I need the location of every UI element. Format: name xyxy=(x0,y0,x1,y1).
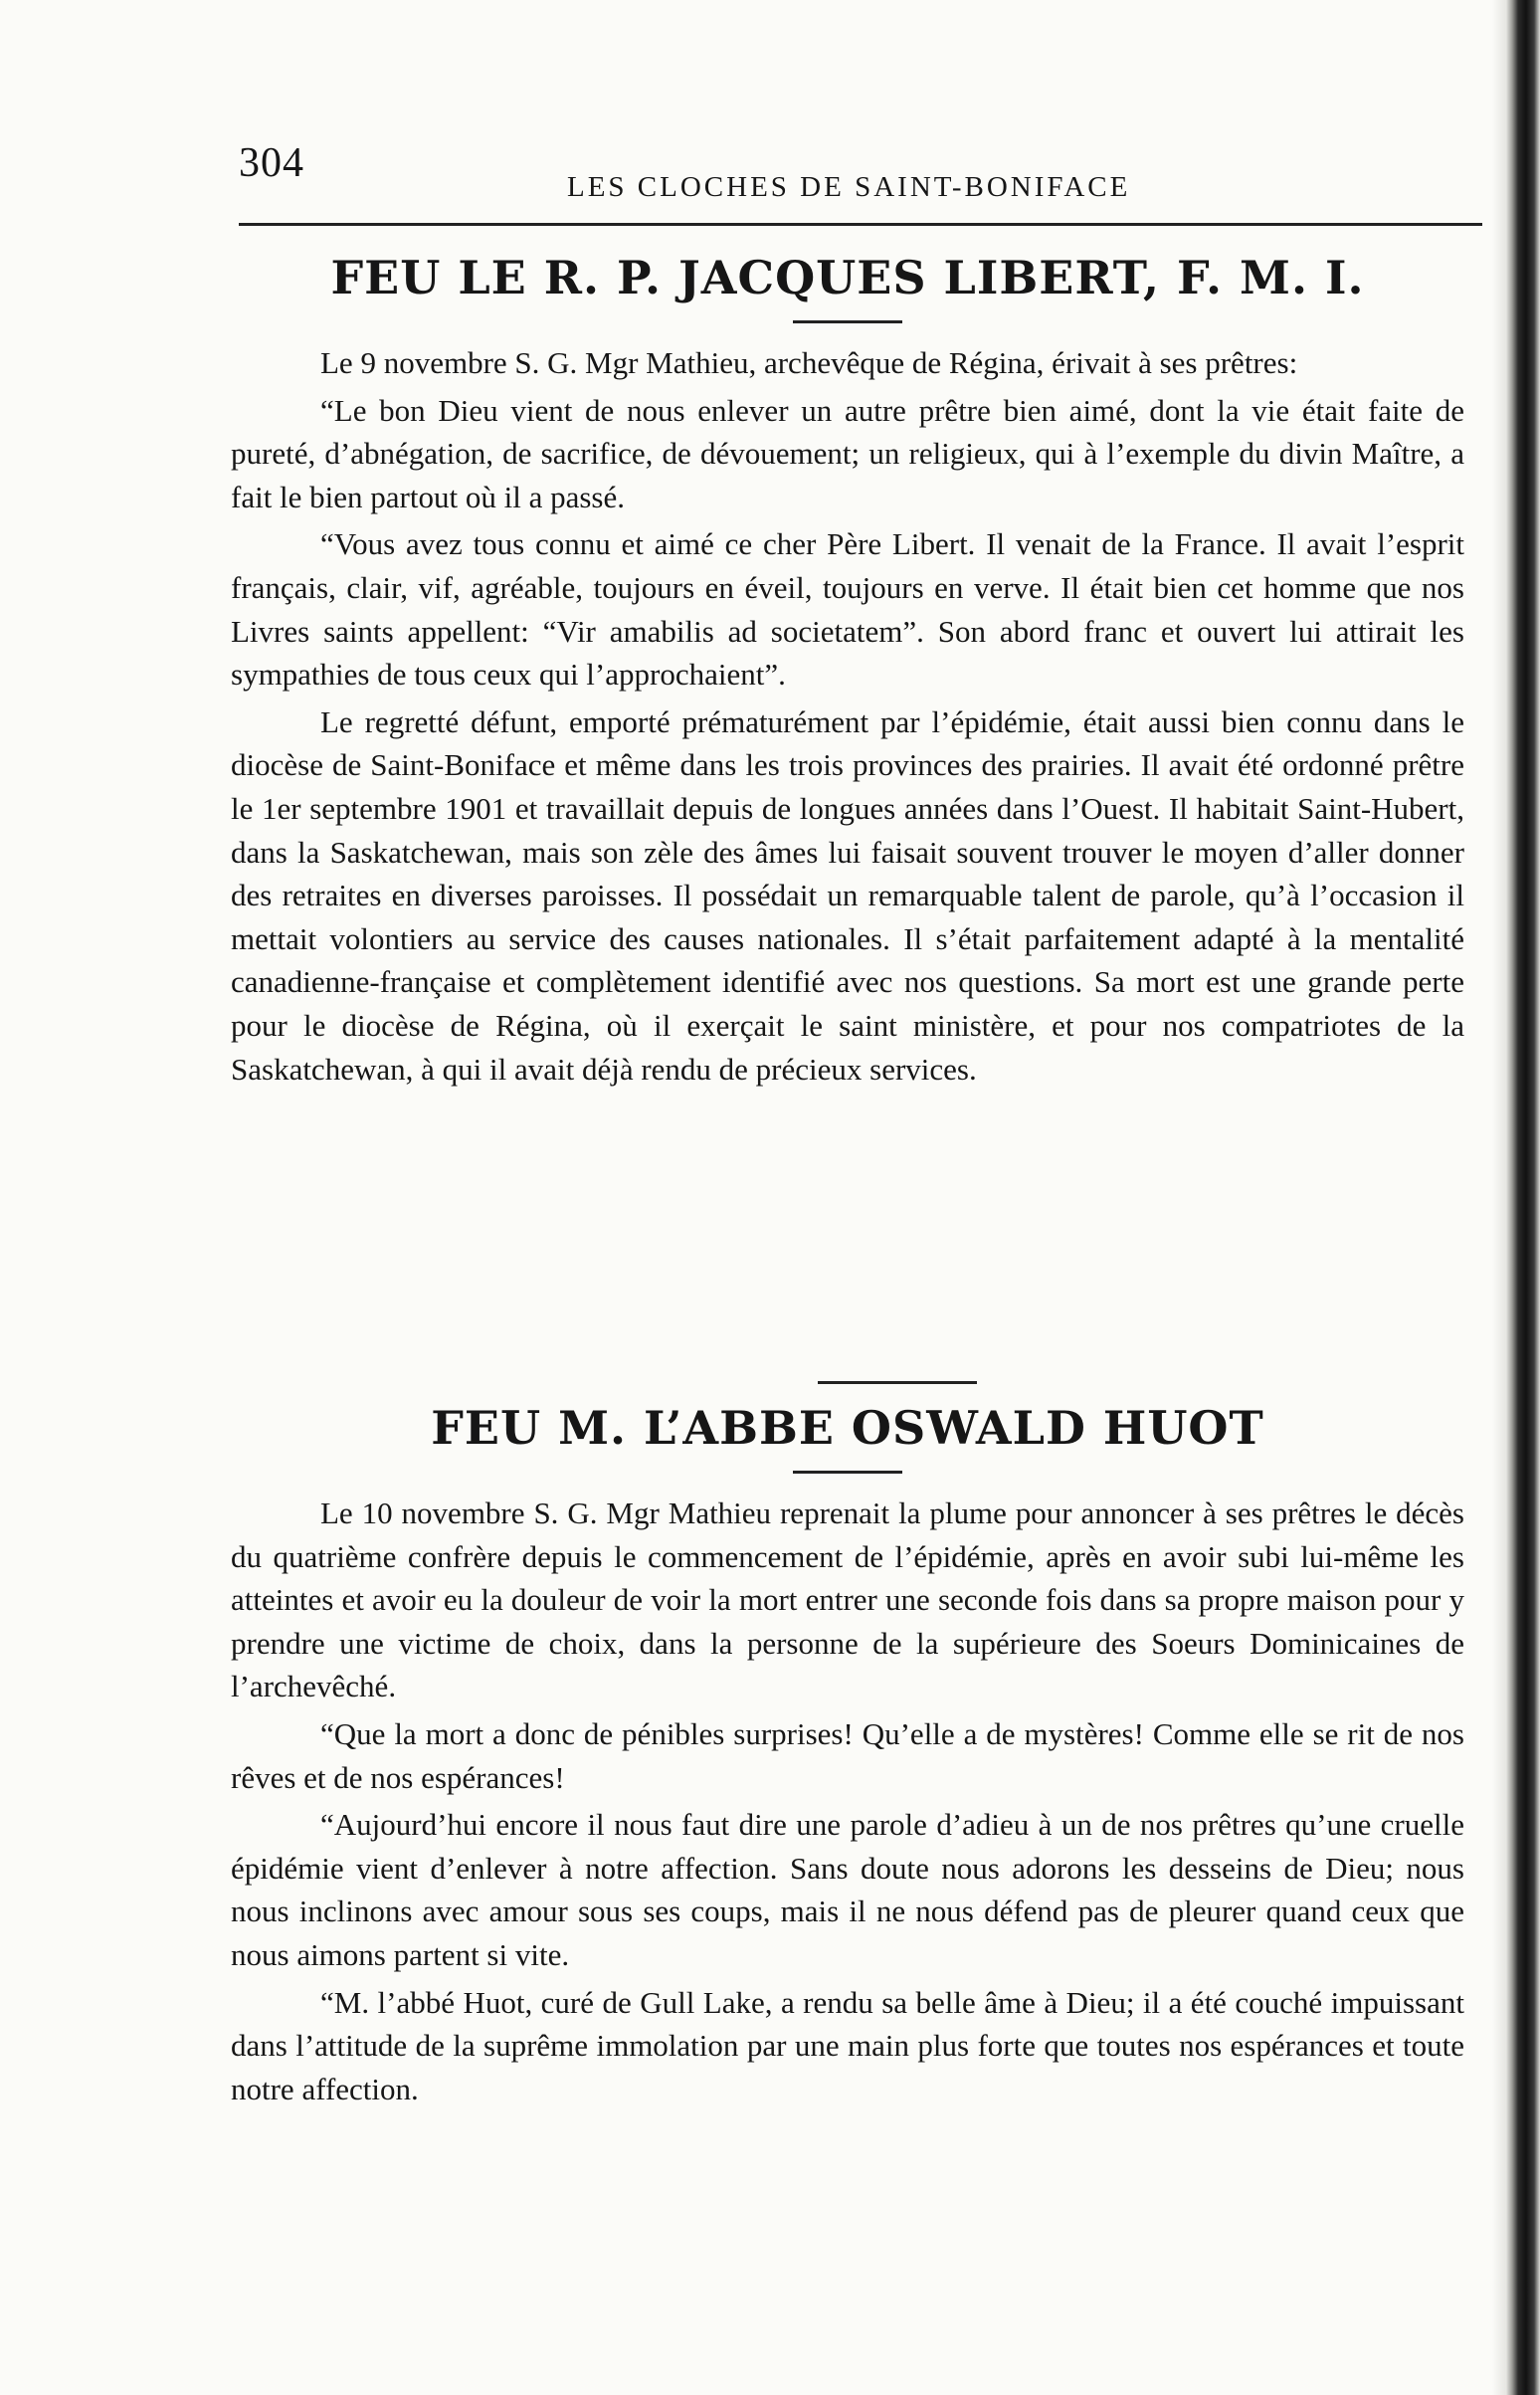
article-huot xyxy=(231,1401,1464,2110)
article-libert xyxy=(231,251,1464,1091)
header-rule xyxy=(239,223,1482,226)
article-paragraph: Le 9 novembre S. G. Mgr Mathieu, archevêque de Régina, érivait à ses prêtres: xyxy=(320,345,1298,380)
article-paragraph: “Aujourd’hui encore il nous faut dire une parole d’adieu à un de nos prêtres qu’une cruelle épidémie vient d’enlever à notre affection. Sans doute nous adorons les desseins de Dieu; nous nous inclinons avec amour sous ses coups, mais il ne nous défend pas de pleurer quand ceux que nous aimons partent si vite. xyxy=(231,1807,1464,1972)
section-divider xyxy=(818,1381,977,1384)
article-title: FEU M. L’ABBE OSWALD HUOT xyxy=(431,1401,1264,1455)
article-paragraph: Le 10 novembre S. G. Mgr Mathieu reprenait la plume pour annoncer à ses prêtres le décès du quatrième confrère depuis le commencement de l’épidémie, après en avoir subi lui-même les atteintes et avoir eu la douleur de voir la mort entrer une seconde fois dans sa propre maison pour y prendre une victime de choix, dans la personne de la supérieure des Soeurs Dominicaines de l’archevêché. xyxy=(231,1496,1464,1704)
article-paragraph: “M. l’abbé Huot, curé de Gull Lake, a rendu sa belle âme à Dieu; il a été couché impuissant dans l’attitude de la suprême immolation par une main plus forte que toutes nos espérances et toute notre affection. xyxy=(231,1984,1464,2106)
article-paragraph: “Vous avez tous connu et aimé ce cher Père Libert. Il venait de la France. Il avait l’esprit français, clair, vif, agréable, toujours en éveil, toujours en verve. Il était bien cet homme que nos Livres saints appellent: “Vir amabilis ad societatem”. Son abord franc et ouvert lui attirait les sympathies de tous ceux qui l’approchaient”. xyxy=(231,526,1464,693)
book-spine-shadow xyxy=(1492,0,1540,2395)
page-number: 304 xyxy=(239,140,304,186)
title-rule xyxy=(793,320,902,323)
title-rule xyxy=(793,1471,902,1474)
article-paragraph: “Le bon Dieu vient de nous enlever un autre prêtre bien aimé, dont la vie était faite de pureté, d’abnégation, de sacrifice, de dévouement; un religieux, qui à l’exemple du divin Maître, a fait le bien partout où il a passé. xyxy=(231,392,1464,514)
article-title: FEU LE R. P. JACQUES LIBERT, F. M. I. xyxy=(330,251,1365,304)
article-paragraph: “Que la mort a donc de pénibles surprises! Qu’elle a de mystères! Comme elle se rit de nos rêves et de nos espérances! xyxy=(231,1715,1464,1795)
running-title: LES CLOCHES DE SAINT-BONIFACE xyxy=(567,171,1131,203)
running-header xyxy=(239,139,1472,209)
article-paragraph: Le regretté défunt, emporté prématurément par l’épidémie, était aussi bien connu dans le diocèse de Saint-Boniface et même dans les trois provinces des prairies. Il avait été ordonné prêtre le 1er septembre 1901 et travaillait depuis de longues années dans l’Ouest. Il habitait Saint-Hubert, dans la Saskatchewan, mais son zèle des âmes lui faisait souvent trouver le moyen d’aller donner des retraites en diverses paroisses. Il possédait un remarquable talent de parole, qu’à l’occasion il mettait volontiers au service des causes nationales. Il s’était parfaitement adapté à la mentalité canadienne-française et complètement identifié avec nos questions. Sa mort est une grande perte pour le diocèse de Régina, où il exerçait le saint ministère, et pour nos compatriotes de la Saskatchewan, à qui il avait déjà rendu de précieux services. xyxy=(231,703,1464,1087)
